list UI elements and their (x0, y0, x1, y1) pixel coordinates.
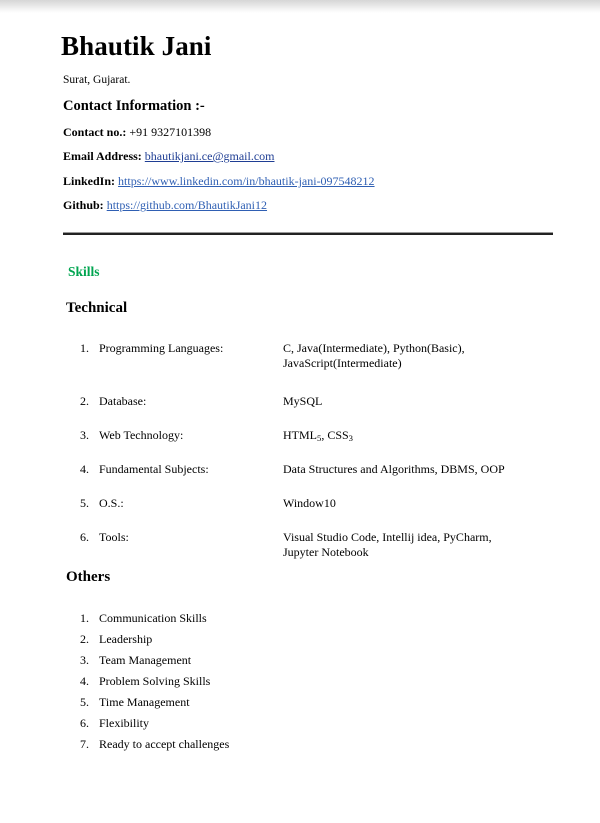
skill-value (283, 530, 563, 560)
technical-subsection-title: Technical (66, 300, 128, 316)
list-marker: 3. (80, 428, 89, 442)
section-divider (63, 232, 553, 235)
list-marker: 6. (80, 716, 89, 730)
list-item (0, 341, 600, 375)
list-marker: 7. (80, 737, 89, 751)
list-item (0, 530, 600, 564)
skill-value (283, 341, 563, 371)
contact-github-row (63, 199, 267, 211)
list-item (0, 695, 600, 716)
page-title: Bhautik Jani (61, 31, 212, 61)
location-text: Surat, Gujarat. (63, 74, 131, 86)
list-item (0, 632, 600, 653)
list-marker: 2. (80, 394, 89, 408)
other-skill-label: Time Management (99, 695, 190, 709)
list-marker: 1. (80, 341, 89, 355)
list-marker: 5. (80, 496, 89, 510)
list-item (0, 428, 600, 443)
list-item (0, 653, 600, 674)
contact-email-row (63, 150, 274, 162)
skill-label: Database: (99, 394, 147, 408)
contact-email-label: Email Address: (63, 149, 142, 163)
other-skill-label: Team Management (99, 653, 192, 667)
skill-value-line-2: Jupyter Notebook (283, 545, 369, 559)
other-skill-label: Flexibility (99, 716, 150, 730)
skill-value: Data Structures and Algorithms, DBMS, OOP (283, 462, 505, 476)
contact-github-label: Github: (63, 198, 104, 212)
skill-value-line-1: C, Java(Intermediate), Python(Basic), (283, 341, 465, 355)
skill-label: Programming Languages: (99, 341, 224, 355)
list-marker: 3. (80, 653, 89, 667)
other-skill-label: Communication Skills (99, 611, 207, 625)
list-item (0, 737, 600, 758)
skill-label: Tools: (99, 530, 129, 544)
list-marker: 2. (80, 632, 89, 646)
list-marker: 6. (80, 530, 89, 544)
list-marker: 4. (80, 462, 89, 476)
others-subsection-title: Others (66, 569, 111, 585)
contact-phone-row (63, 126, 211, 138)
list-item (0, 496, 600, 511)
list-marker: 1. (80, 611, 89, 625)
contact-phone-value: +91 9327101398 (129, 125, 212, 139)
skill-value-web-technology: $HTML_5$, $CSS_3$ (283, 428, 353, 443)
list-item (0, 462, 600, 477)
other-skill-label: Problem Solving Skills (99, 674, 211, 688)
list-marker: 4. (80, 674, 89, 688)
other-skill-label: Ready to accept challenges (99, 737, 230, 751)
list-item (0, 611, 600, 632)
linkedin-link[interactable]: https://www.linkedin.com/in/bhautik-jani-097548212 (118, 174, 375, 188)
skill-value-line-1: Visual Studio Code, Intellij idea, PyCharm, (283, 530, 492, 544)
skill-label: Fundamental Subjects: (99, 462, 209, 476)
contact-linkedin-label: LinkedIn: (63, 174, 116, 188)
skill-label: O.S.: (99, 496, 124, 510)
other-skill-label: Leadership (99, 632, 153, 646)
skill-label: Web Technology: (99, 428, 184, 442)
contact-linkedin-row (63, 175, 375, 187)
skill-value: Window10 (283, 496, 336, 510)
email-link[interactable]: bhautikjani.ce@gmail.com (144, 149, 275, 163)
github-link[interactable]: https://github.com/BhautikJani12 (106, 198, 268, 212)
skill-value: MySQL (283, 394, 323, 408)
others-skills-list (0, 611, 600, 758)
list-item (0, 674, 600, 695)
list-item (0, 716, 600, 737)
contact-information-heading: Contact Information :- (63, 98, 205, 114)
technical-skills-list (0, 341, 600, 583)
list-marker: 5. (80, 695, 89, 709)
contact-phone-label: Contact no.: (63, 125, 127, 139)
skill-value (283, 428, 563, 443)
list-item (0, 394, 600, 409)
skills-section-title: Skills (68, 264, 100, 279)
skill-value-line-2: JavaScript(Intermediate) (283, 356, 402, 370)
